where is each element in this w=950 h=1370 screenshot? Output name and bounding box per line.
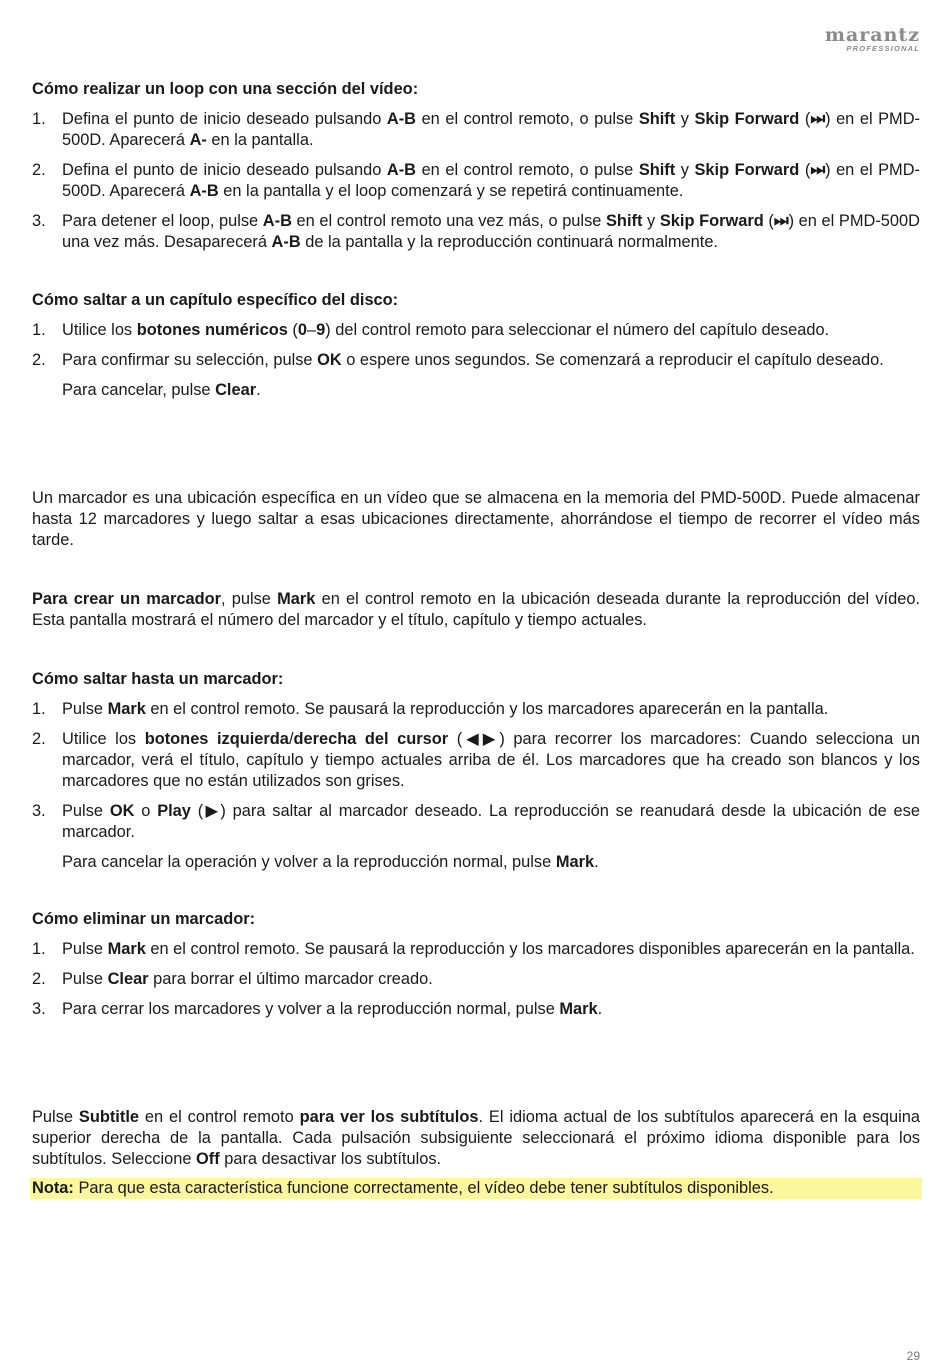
markers-intro: Un marcador es una ubicación específica en un vídeo que se almacena en la memoria del PMD-500D. Puede almacenar hasta 12 marcadores y luego saltar a esas ubicaciones directamente, ahorrándose el tiempo de recorrer el vídeo más tarde. — [32, 489, 920, 549]
list-item: 3. Pulse OK o Play (▶) para saltar al marcador deseado. La reproducción se reanudará desde la ubicación de ese marcador. — [32, 802, 920, 841]
page-number: 29 — [906, 1349, 920, 1363]
list-item: 2. Para confirmar su selección, pulse OK o espere unos segundos. Se comenzará a reproducir el capítulo deseado. — [32, 351, 884, 369]
loop-section — [32, 79, 920, 253]
play-icon: ▶ — [203, 802, 221, 820]
list-item: 3. Para detener el loop, pulse A-B en el control remoto una vez más, o pulse Shift y Skip Forward (⏭) en el PMD-500D una vez más. Desaparecerá A-B de la pantalla y la reproducción continuará normalmente. — [32, 212, 920, 251]
subtitles-section — [32, 1107, 920, 1199]
jump-marker-section — [32, 669, 920, 873]
remove-steps — [32, 939, 920, 1020]
skip-forward-icon: ⏭ — [773, 212, 789, 230]
chapter-steps — [32, 320, 920, 371]
create-marker-text: Para crear un marcador, pulse Mark en el control remoto en la ubicación deseada durante la reproducción del vídeo. Esta pantalla mostrará el número del marcador y el título, capítulo y tiempo actuales. — [32, 590, 920, 629]
skip-forward-icon: ⏭ — [810, 161, 826, 179]
jump-heading: Cómo saltar hasta un marcador: — [32, 670, 284, 688]
remove-heading: Cómo eliminar un marcador: — [32, 910, 256, 928]
chapter-heading: Cómo saltar a un capítulo específico del disco: — [32, 291, 399, 309]
brand-logo — [825, 26, 920, 53]
list-item: 2. Pulse Clear para borrar el último marcador creado. — [32, 970, 433, 988]
skip-forward-icon: ⏭ — [810, 110, 826, 128]
loop-heading: Cómo realizar un loop con una sección del vídeo: — [32, 80, 419, 98]
subtitles-text: Pulse Subtitle en el control remoto para ver los subtítulos. El idioma actual de los subtítulos aparecerá en la esquina superior derecha de la pantalla. Cada pulsación subsiguiente seleccionará el próximo idioma disponible para los subtítulos. Seleccione Off para desactivar los subtítulos. — [32, 1108, 920, 1168]
chapter-section — [32, 290, 920, 401]
markers-intro-section — [32, 488, 920, 551]
list-item: 3. Para cerrar los marcadores y volver a la reproducción normal, pulse Mark. — [32, 1000, 603, 1018]
cursor-arrows-icon: ◀▶ — [462, 730, 500, 748]
list-item: 1. Pulse Mark en el control remoto. Se pausará la reproducción y los marcadores aparecerán en la pantalla. — [32, 700, 829, 718]
list-item: 2. Defina el punto de inicio deseado pulsando A-B en el control remoto, o pulse Shift y Skip Forward (⏭) en el PMD-500D. Aparecerá A-B en la pantalla y el loop comenzará y se repetirá continuamente. — [32, 161, 921, 200]
remove-marker-section — [32, 909, 920, 1020]
jump-cancel-note: Para cancelar la operación y volver a la reproducción normal, pulse Mark. — [62, 853, 599, 871]
jump-steps — [32, 699, 920, 843]
loop-steps — [32, 109, 920, 253]
list-item: 1. Pulse Mark en el control remoto. Se pausará la reproducción y los marcadores disponibles aparecerán en la pantalla. — [32, 940, 915, 958]
subtitles-note: Nota: Para que esta característica funcione correctamente, el vídeo debe tener subtítulos disponibles. — [30, 1178, 922, 1199]
list-item: 1. Utilice los botones numéricos (0–9) del control remoto para seleccionar el número del capítulo deseado. — [32, 321, 830, 339]
brand-name: marantz — [824, 24, 920, 46]
list-item: 2. Utilice los botones izquierda/derecha del cursor (◀▶) para recorrer los marcadores: Cuando selecciona un marcador, verá el título, capítulo y tiempo actuales arriba de él. Los marcadores que ha creado son blancos y los marcadores que no están utilizados son grises. — [32, 730, 921, 790]
list-item: 1. Defina el punto de inicio deseado pulsando A-B en el control remoto, o pulse Shift y Skip Forward (⏭) en el PMD-500D. Aparecerá A- en la pantalla. — [32, 110, 921, 149]
create-marker-section — [32, 589, 920, 631]
chapter-cancel-note: Para cancelar, pulse Clear. — [62, 381, 261, 399]
brand-sub: PROFESSIONAL — [846, 44, 920, 53]
